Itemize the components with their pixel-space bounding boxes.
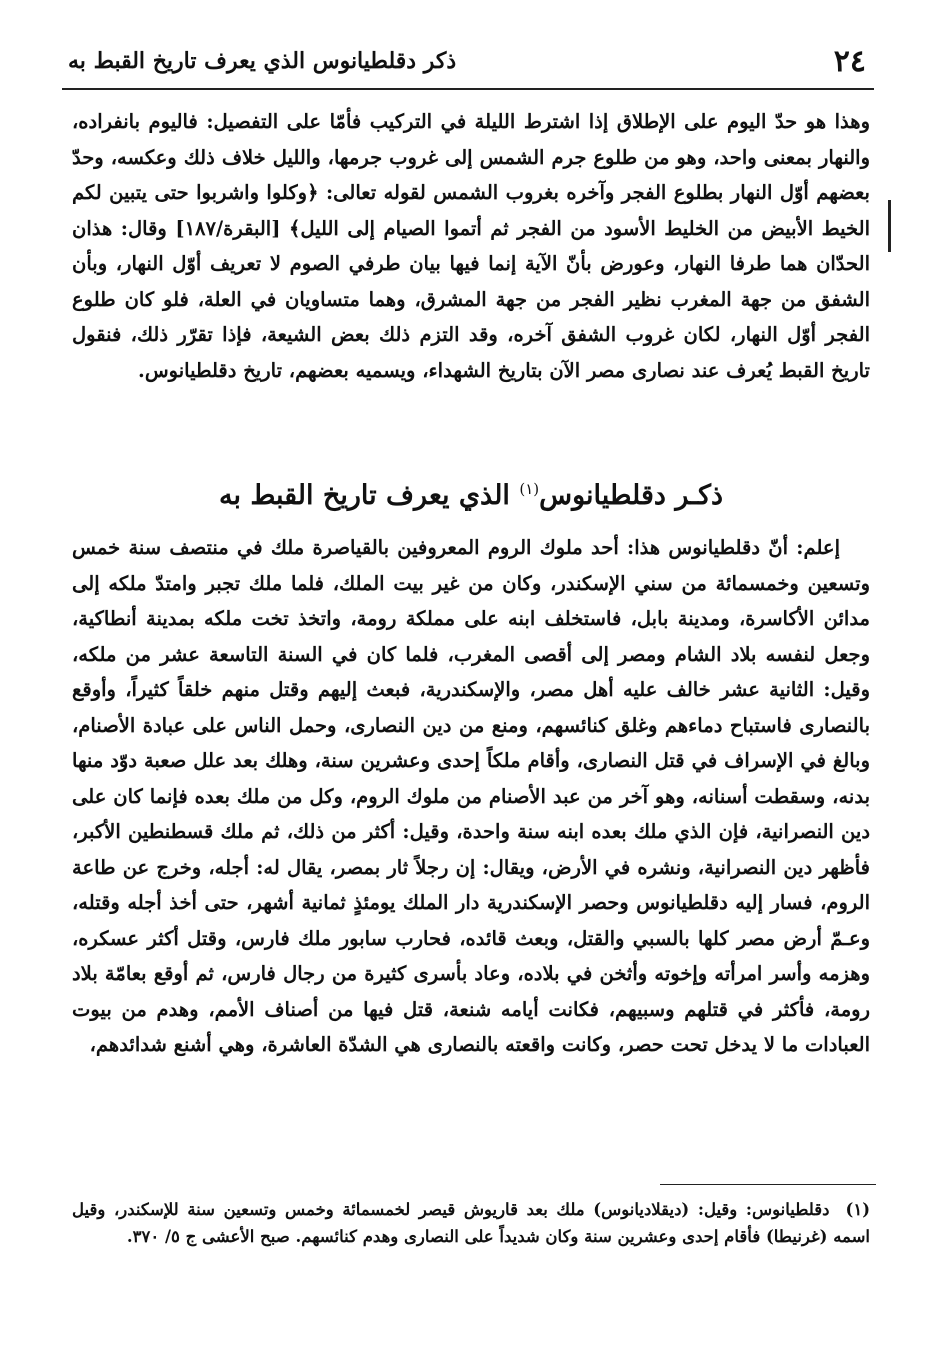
section-heading-before: ذكـر دقلطيانوس — [539, 480, 724, 511]
paragraph-1-text: وهذا هو حدّ اليوم على الإطلاق إذا اشترط الليلة في التركيب فأمّا على التفصيل: فاليوم بانفراده، والنهار بمعنى واحد، وهو من طلوع جرم الشمس إلى غروب جرمها، والليل خلاف ذلك وعكسه، وحدّ بعضهم أوّل النهار بطلوع الفجر وآخره بغروب الشمس لقوله تعالى: ﴿وكلوا واشربوا حتى يتبين لكم الخيط الأبيض من الخليط الأسود من الفجر ثم أتموا الصيام إلى الليل﴾ [البقرة/١٨٧] وقال: هذان الحدّان هما طرفا النهار، وعورض بأنّ الآية إنما فيها بيان طرفي الصوم لا تعريف أوّل النهار، وبأن الشفق من جهة المغرب نظير الفجر من جهة المشرق، وهما متساويان في العلة، فلو كان طلوع الفجر أوّل النهار، لكان غروب الشفق آخره، وقد التزم ذلك بعض الشيعة، فإذا تقرّر ذلك، فنقول تاريخ القبط يُعرف عند نصارى مصر الآن بتاريخ الشهداء، ويسميه بعضهم، تاريخ دقلطيانوس. — [72, 110, 871, 382]
page-number: ٢٤ — [833, 44, 866, 79]
running-title: ذكر دقلطيانوس الذي يعرف تاريخ القبط به — [68, 48, 457, 74]
paragraph-2 — [72, 530, 870, 1063]
section-heading — [72, 464, 870, 514]
footnote — [72, 1196, 870, 1250]
section-heading-after: الذي يعرف تاريخ القبط به — [218, 480, 520, 511]
page-header — [62, 40, 874, 84]
header-rule — [62, 88, 874, 90]
paragraph-2-text: إعلم: أنّ دقلطيانوس هذا: أحد ملوك الروم المعروفين بالقياصرة ملك في منتصف سنة خمس وتسعين وخمسمائة من سني الإسكندر، وكان من غير بيت الملك، فلما ملك تجبر وامتدّ ملكه إلى مدائن الأكاسرة، ومدينة بابل، فاستخلف ابنه على مملكة رومة، واتخذ تخت ملكه بمدينة أنطاكية، وجعل لنفسه بلاد الشام ومصر إلى أقصى المغرب، فلما كان في السنة التاسعة عشر من ملكه، وقيل: الثانية عشر خالف عليه أهل مصر، والإسكندرية، فبعث إليهم وقتل منهم خلقاً كثيراً، وأوقع بالنصارى فاستباح دماءهم وغلق كنائسهم، ومنع من دين النصارى، وحمل الناس على عبادة الأصنام، وبالغ في الإسراف في قتل النصارى، وأقام ملكاً إحدى وعشرين سنة، وهلك بعد علل صعبة دوّد منها بدنه، وسقطت أسنانه، وهو آخر من عبد الأصنام من ملوك الروم، وكل من ملك بعده فإنما كان على دين النصرانية، فإن الذي ملك بعده ابنه سنة واحدة، وقيل: أكثر من ذلك، ثم ملك قسطنطين الأكبر، فأظهر دين النصرانية، ونشره في الأرض، ويقال: إن رجلاً ثار بمصر، يقال له: أجله، وخرج عن طاعة الروم، فسار إليه دقلطيانوس وحصر الإسكندرية دار الملك يومئذٍ ثمانية أشهر، حتى أخذ أجله وقتله، وعـمّ أرض مصر كلها بالسبي والقتل، وبعث قائده، فحارب سابور ملك فارس، وقتل أكثر عسكره، وهزمه وأسر امرأته وإخوته وأثخن في بلاده، وعاد بأسرى كثيرة من رجال فارس، ثم أوقع بعامّة بلاد رومة، فأكثر في قتلهم وسبيهم، فكانت أيامه شنعة، قتل فيها من أصناف الأمم، وهدم من بيوت العبادات ما لا يدخل تحت حصر، وكانت واقعته بالنصارى هي الشدّة العاشرة، وهي أشنع شدائدهم، — [72, 536, 870, 1056]
footnote-number: (١) — [845, 1200, 870, 1219]
paragraph-1 — [72, 104, 870, 388]
footnote-rule — [660, 1184, 876, 1185]
footnote-text: دقلطيانوس: وقيل: (ديقلاديانوس) ملك بعد قاريوش قيصر لخمسمائة وخمس وتسعين سنة للإسكندر، وقيل اسمه (غرنيطا) فأقام إحدى وعشرين سنة وكان شديداً على النصارى وهدم كنائسهم. صبح الأعشى ج ٥/ ٣٧٠. — [72, 1200, 870, 1246]
margin-mark — [888, 200, 891, 252]
footnote-ref: (١) — [519, 480, 540, 498]
